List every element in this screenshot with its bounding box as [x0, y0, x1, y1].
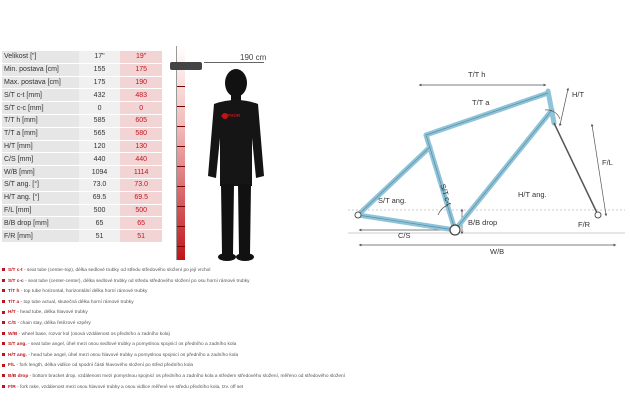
table-cell-v17: 155 — [79, 63, 121, 76]
label-tth: T/T h — [468, 70, 486, 79]
legend-item — [2, 287, 622, 298]
table-row — [2, 89, 162, 102]
legend-key: H/T — [8, 310, 16, 316]
label-fl: F/L — [602, 158, 613, 167]
jersey-brand: AUTHOR — [221, 113, 241, 118]
fork — [554, 123, 598, 215]
bullet-icon — [2, 321, 5, 324]
label-stct: S/T c-t — [438, 182, 454, 207]
bullet-icon — [2, 268, 5, 271]
label-stang: S/T ang. — [378, 196, 407, 205]
table-cell-v17: 1094 — [79, 166, 121, 179]
table-cell-lab: C/S [mm] — [2, 153, 79, 166]
fl-dim — [592, 125, 606, 215]
table-cell-v19: 175 — [120, 63, 162, 76]
ruler-slider — [170, 62, 202, 70]
table-cell-v19: 440 — [120, 153, 162, 166]
table-cell-lab: Max. postava [cm] — [2, 76, 79, 89]
legend-item — [2, 277, 622, 288]
table-cell-v17: 565 — [79, 127, 121, 140]
table-row — [2, 178, 162, 191]
bullet-icon — [2, 289, 5, 292]
legend-key: C/S — [8, 320, 16, 326]
table-cell-v17: 69.5 — [79, 191, 121, 204]
table-cell-lab: Velikost ["] — [2, 51, 79, 63]
abbreviation-legend — [2, 266, 622, 393]
legend-text: - bottom bracket drop, vzdálenost mezi pomyslnou spojnicí os předního a zadního kola a středem středového složení, měřeno od středového složení — [28, 373, 346, 379]
bottom-bracket — [450, 225, 460, 235]
frame-tubes — [358, 91, 554, 230]
legend-item — [2, 330, 622, 341]
legend-key: S/T c-c — [8, 278, 24, 284]
table-cell-v19: 65 — [120, 217, 162, 230]
table-cell-v17: 175 — [79, 76, 121, 89]
table-cell-v17: 17" — [79, 51, 121, 63]
legend-text: - top tube horizontal, horizontální délka horní rámové trubky — [19, 289, 148, 295]
table-cell-lab: H/T ang. [°] — [2, 191, 79, 204]
table-cell-lab: H/T [mm] — [2, 140, 79, 153]
legend-item — [2, 340, 622, 351]
legend-item — [2, 361, 622, 372]
table-cell-v19: 19" — [120, 51, 162, 63]
table-row — [2, 230, 162, 243]
legend-item — [2, 319, 622, 330]
legend-key: T/T a — [8, 299, 20, 305]
table-row — [2, 217, 162, 230]
bike-frame-diagram — [340, 55, 625, 265]
label-htang: H/T ang. — [518, 190, 547, 199]
legend-item — [2, 308, 622, 319]
table-cell-v17: 120 — [79, 140, 121, 153]
table-cell-v17: 73.0 — [79, 178, 121, 191]
table-row — [2, 76, 162, 89]
table-cell-lab: T/T a [mm] — [2, 127, 79, 140]
table-cell-lab: F/L [mm] — [2, 204, 79, 217]
legend-item — [2, 298, 622, 309]
legend-key: F/R — [8, 384, 16, 390]
legend-key: W/B — [8, 331, 18, 337]
height-label: 190 cm — [240, 53, 267, 62]
table-cell-v17: 65 — [79, 217, 121, 230]
legend-key: B/B drop — [8, 373, 29, 379]
ht-dim — [560, 89, 568, 125]
table-cell-v17: 440 — [79, 153, 121, 166]
legend-item — [2, 351, 622, 362]
legend-text: - fork length, délka vidlice od spodní části hlavového složení po střed předního kola — [15, 363, 194, 369]
table-cell-v17: 0 — [79, 102, 121, 115]
table-cell-v19: 605 — [120, 114, 162, 127]
table-cell-lab: B/B drop [mm] — [2, 217, 79, 230]
height-indicator-line — [204, 62, 264, 63]
bullet-icon — [2, 300, 5, 303]
label-wb: W/B — [490, 247, 505, 256]
table-cell-lab: Min. postava [cm] — [2, 63, 79, 76]
head-tube — [548, 91, 554, 123]
bullet-icon — [2, 353, 5, 356]
rear-axle — [355, 212, 361, 218]
label-cs: C/S — [398, 231, 411, 240]
label-fr: F/R — [578, 220, 591, 229]
legend-key: S/T ang. — [8, 342, 27, 348]
legend-text: - seat tube angel, úhel mezi osou sedlové trubky a pomyslnou spojnicí os předního a zadního kola — [26, 342, 237, 348]
table-row — [2, 127, 162, 140]
legend-item — [2, 383, 622, 394]
legend-text: - fork rake, vzdálenost mezi osou hlavové trubky a osou vidlice měřené ve středu předního kola, tzv. off set — [15, 384, 244, 390]
table-cell-v17: 51 — [79, 230, 121, 243]
legend-key: S/T c-t — [8, 268, 23, 273]
table-cell-v19: 1114 — [120, 166, 162, 179]
legend-text: - head tube angel, úhel mezi osou hlavové trubky a pomyslnou spojnicí os předního a zadního kola — [26, 352, 239, 358]
legend-item — [2, 266, 622, 277]
bullet-icon — [2, 311, 5, 314]
table-cell-v17: 500 — [79, 204, 121, 217]
legend-text: - seat tube (center-center), délka sedlové trubky od středu středového složení po osu horní rámové trubky — [23, 278, 250, 284]
legend-text: - chain stay, délka řetězové vzpěry — [16, 320, 91, 326]
label-ht: H/T — [572, 90, 585, 99]
bullet-icon — [2, 342, 5, 345]
legend-text: - head tube, délka hlavové trubky — [15, 310, 88, 316]
label-bbdrop: B/B drop — [468, 218, 498, 227]
table-row — [2, 153, 162, 166]
legend-key: F/L — [8, 363, 16, 369]
table-cell-v19: 190 — [120, 76, 162, 89]
height-ruler — [176, 46, 185, 260]
rider-silhouette — [200, 66, 270, 262]
table-cell-lab: T/T h [mm] — [2, 114, 79, 127]
table-row — [2, 51, 162, 63]
table-cell-lab: W/B [mm] — [2, 166, 79, 179]
bullet-icon — [2, 385, 5, 388]
table-row — [2, 166, 162, 179]
table-row — [2, 114, 162, 127]
table-cell-v17: 432 — [79, 89, 121, 102]
label-tta: T/T a — [472, 98, 490, 107]
table-cell-v19: 130 — [120, 140, 162, 153]
bullet-icon — [2, 364, 5, 367]
bullet-icon — [2, 374, 5, 377]
table-cell-v19: 483 — [120, 89, 162, 102]
legend-item — [2, 372, 622, 383]
legend-text: - wheel base, rozvor kol (osová vzdálenost os předního a zadního kola) — [17, 331, 171, 337]
table-cell-v17: 585 — [79, 114, 121, 127]
table-cell-lab: S/T c-c [mm] — [2, 102, 79, 115]
front-axle — [595, 212, 601, 218]
legend-key: T/T h — [8, 289, 20, 295]
table-cell-v19: 51 — [120, 230, 162, 243]
table-cell-v19: 69.5 — [120, 191, 162, 204]
legend-key: H/T ang. — [8, 352, 27, 358]
bullet-icon — [2, 279, 5, 282]
table-cell-lab: S/T c-t [mm] — [2, 89, 79, 102]
table-row — [2, 63, 162, 76]
table-row — [2, 102, 162, 115]
table-row — [2, 191, 162, 204]
table-cell-lab: F/R [mm] — [2, 230, 79, 243]
bullet-icon — [2, 332, 5, 335]
table-cell-lab: S/T ang. [°] — [2, 178, 79, 191]
table-cell-v19: 500 — [120, 204, 162, 217]
table-row — [2, 204, 162, 217]
geometry-table — [2, 51, 162, 243]
table-row — [2, 140, 162, 153]
legend-text: - top tube actual, skutečná délka horní rámové trubky — [19, 299, 134, 305]
legend-text: - seat tube (center-top), délka sedlové trubky od středu středového složení po její vrchol — [22, 268, 211, 273]
table-cell-v19: 0 — [120, 102, 162, 115]
table-cell-v19: 73.0 — [120, 178, 162, 191]
table-cell-v19: 580 — [120, 127, 162, 140]
